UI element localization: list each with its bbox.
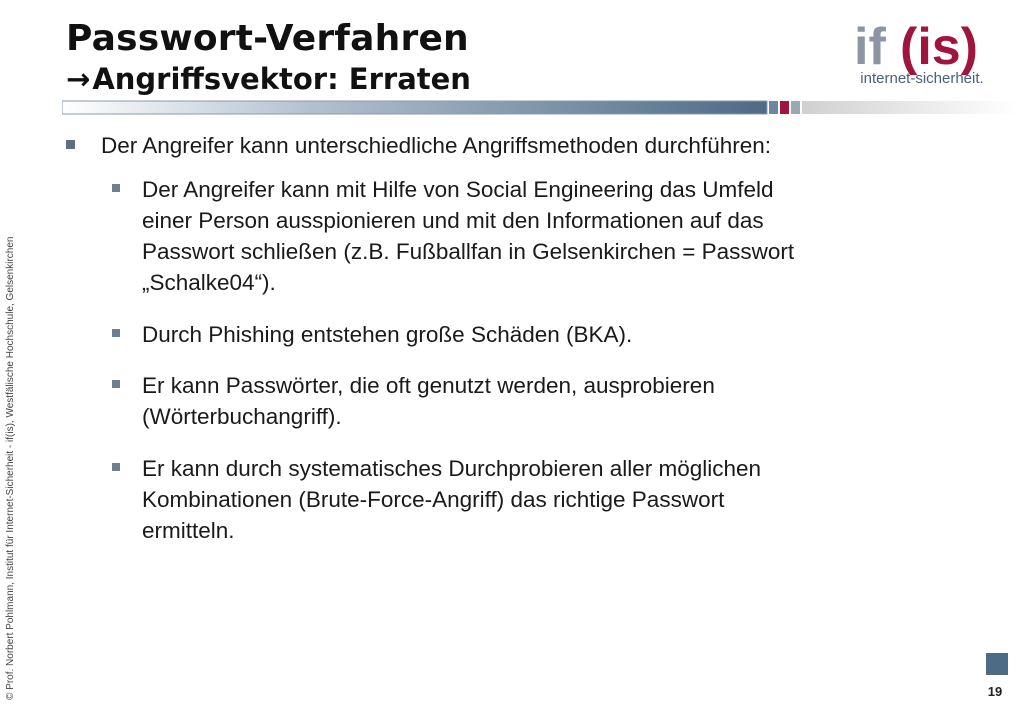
line: (Wörterbuchangriff).: [142, 404, 342, 429]
line: Durch Phishing entstehen große Schäden (BKA).: [142, 322, 633, 347]
list-item: [142, 319, 942, 350]
list-item: [142, 174, 942, 298]
line: Passwort schließen (z.B. Fußballfan in Gelsenkirchen = Passwort: [142, 239, 795, 264]
subtitle-text: Angriffsvektor: Erraten: [92, 62, 471, 96]
line: ermitteln.: [142, 518, 235, 543]
logo-mark-if: if: [854, 18, 886, 76]
bullet-square-icon: [112, 380, 120, 388]
list-item: [142, 370, 942, 432]
bullet-square-icon: [66, 140, 75, 149]
bullet-square-icon: [112, 329, 120, 337]
slide-title: Passwort-Verfahren: [66, 18, 469, 59]
arrow-right-icon: →: [66, 62, 91, 96]
list-item: [142, 453, 942, 546]
line: Er kann durch systematisches Durchprobieren aller möglichen: [142, 456, 762, 481]
line: „Schalke04“).: [142, 270, 276, 295]
intro-text: Der Angreifer kann unterschiedliche Angriffsmethoden durchführen:: [101, 133, 771, 158]
page-number: 19: [987, 684, 1003, 699]
line: Kombinationen (Brute-Force-Angriff) das richtige Passwort: [142, 487, 725, 512]
logo-mark-is: (is): [900, 18, 978, 76]
bullet-square-icon: [112, 184, 120, 192]
copyright-note: © Prof. Norbert Pohlmann, Institut für Internet-Sicherheit - if(is), Westfälische Hochschule, Gelsenkirchen: [5, 236, 16, 700]
bullet-square-icon: [112, 463, 120, 471]
header-bar: [62, 100, 1017, 116]
slide-subtitle: [66, 61, 471, 97]
line: Er kann Passwörter, die oft genutzt werden, ausprobieren: [142, 373, 715, 398]
logo-text: internet-sicherheit.: [860, 70, 984, 87]
line: Der Angreifer kann mit Hilfe von Social Engineering das Umfeld: [142, 177, 774, 202]
line: einer Person ausspionieren und mit den Informationen auf das: [142, 208, 764, 233]
page-marker: [986, 653, 1008, 675]
